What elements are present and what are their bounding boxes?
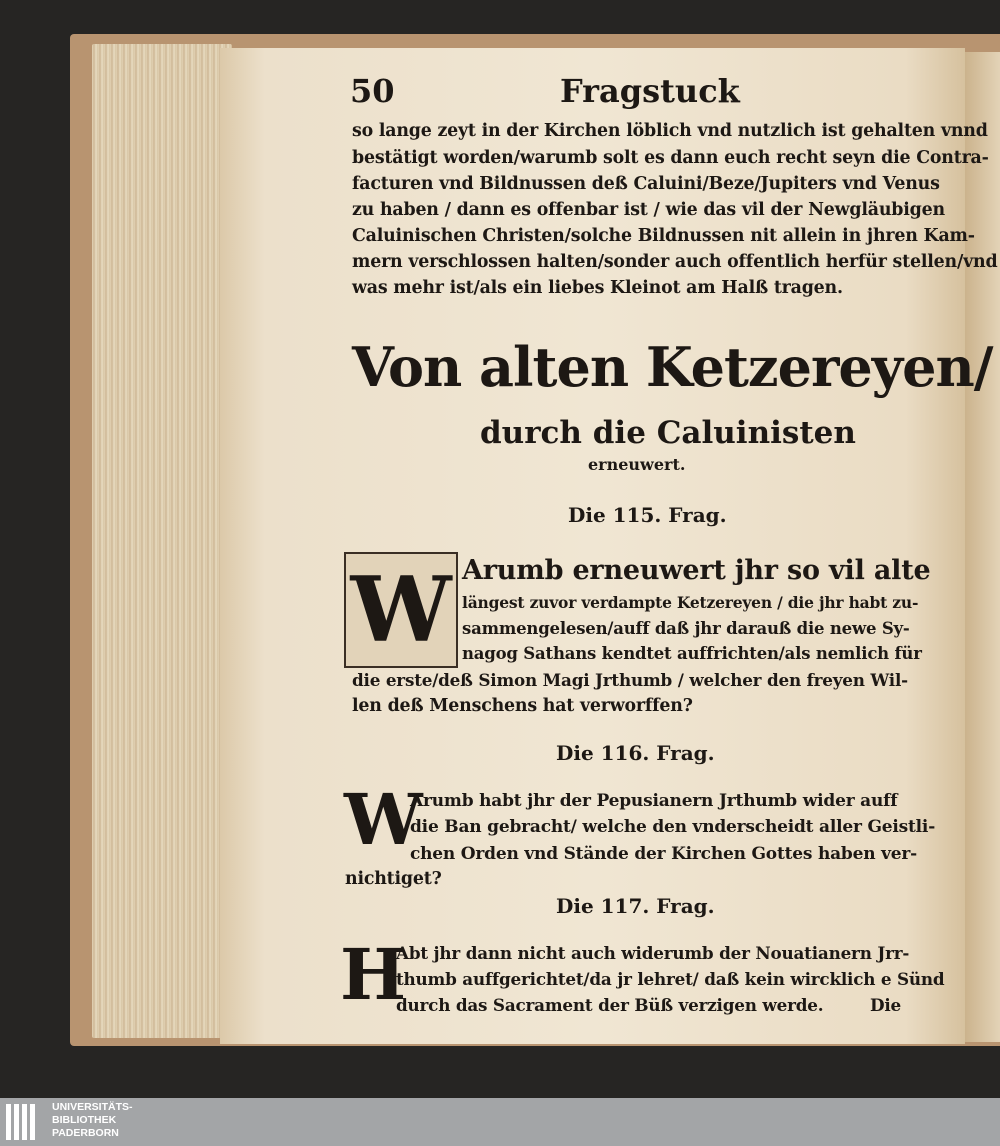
intro-line: mern verschlossen halten/sonder auch offentlich herfür stellen/vnd: [352, 252, 998, 272]
intro-line: zu haben / dann es offenbar ist / wie das vil der Newgläubigen: [352, 200, 945, 220]
facing-page-edge: [962, 52, 1000, 1042]
question-heading: Die 117. Frag.: [556, 894, 715, 918]
library-name: [52, 1101, 133, 1140]
question-line: durch das Sacrament der Büß verzigen werde.: [396, 995, 824, 1015]
question-line: die erste/deß Simon Magi Jrthumb / welcher den freyen Wil-: [352, 670, 908, 690]
question-line: len deß Menschens hat verworffen?: [352, 696, 693, 716]
intro-line: bestätigt worden/warumb solt es dann euch recht seyn die Contra-: [352, 148, 989, 168]
decorated-initial: W: [344, 552, 458, 668]
library-logo-icon: [6, 1104, 44, 1140]
question-line: Arumb erneuwert jhr so vil alte: [462, 555, 931, 586]
section-title: Von alten Ketzereyen/: [352, 335, 993, 399]
section-subtitle-end: erneuwert.: [588, 455, 686, 474]
catchword: Die: [870, 995, 902, 1015]
intro-line: was mehr ist/als ein liebes Kleinot am Halß tragen.: [352, 278, 843, 298]
intro-line: so lange zeyt in der Kirchen löblich vnd nutzlich ist gehalten vnnd: [352, 121, 988, 141]
question-heading: Die 115. Frag.: [568, 503, 727, 527]
decorated-initial: W: [344, 778, 423, 861]
library-name-line: UNIVERSITÄTS-: [52, 1101, 133, 1113]
library-footer: [0, 1098, 1000, 1146]
question-line: sammengelesen/auff daß jhr darauß die newe Sy-: [462, 619, 910, 638]
page-edges: [92, 44, 232, 1038]
question-line: nichtiget?: [345, 869, 442, 889]
question-line: längest zuvor verdampte Ketzereyen / die jhr habt zu-: [462, 593, 919, 612]
question-line: Arumb habt jhr der Pepusianern Jrthumb wider auff: [410, 791, 898, 811]
section-subtitle: durch die Caluinisten: [480, 415, 856, 451]
library-name-line: PADERBORN: [52, 1127, 119, 1139]
question-line: Abt jhr dann nicht auch widerumb der Nouatianern Jrr-: [396, 943, 910, 963]
question-line: die Ban gebracht/ welche den vnderscheidt aller Geistli-: [410, 817, 936, 837]
question-line: chen Orden vnd Stände der Kirchen Gottes haben ver-: [410, 844, 918, 864]
decorated-initial: H: [340, 933, 407, 1016]
question-line: thumb auffgerichtet/da jr lehret/ daß kein wircklich e Sünd: [396, 969, 945, 989]
running-head: Fragstuck: [560, 72, 740, 110]
question-heading: Die 116. Frag.: [556, 741, 715, 765]
question-line: nagog Sathans kendtet auffrichten/als nemlich für: [462, 644, 922, 663]
intro-line: facturen vnd Bildnussen deß Caluini/Beze/Jupiters vnd Venus: [352, 174, 940, 194]
intro-line: Caluinischen Christen/solche Bildnussen nit allein in jhren Kam-: [352, 226, 975, 246]
library-name-line: BIBLIOTHEK: [52, 1114, 117, 1126]
page-number: 50: [350, 72, 395, 110]
